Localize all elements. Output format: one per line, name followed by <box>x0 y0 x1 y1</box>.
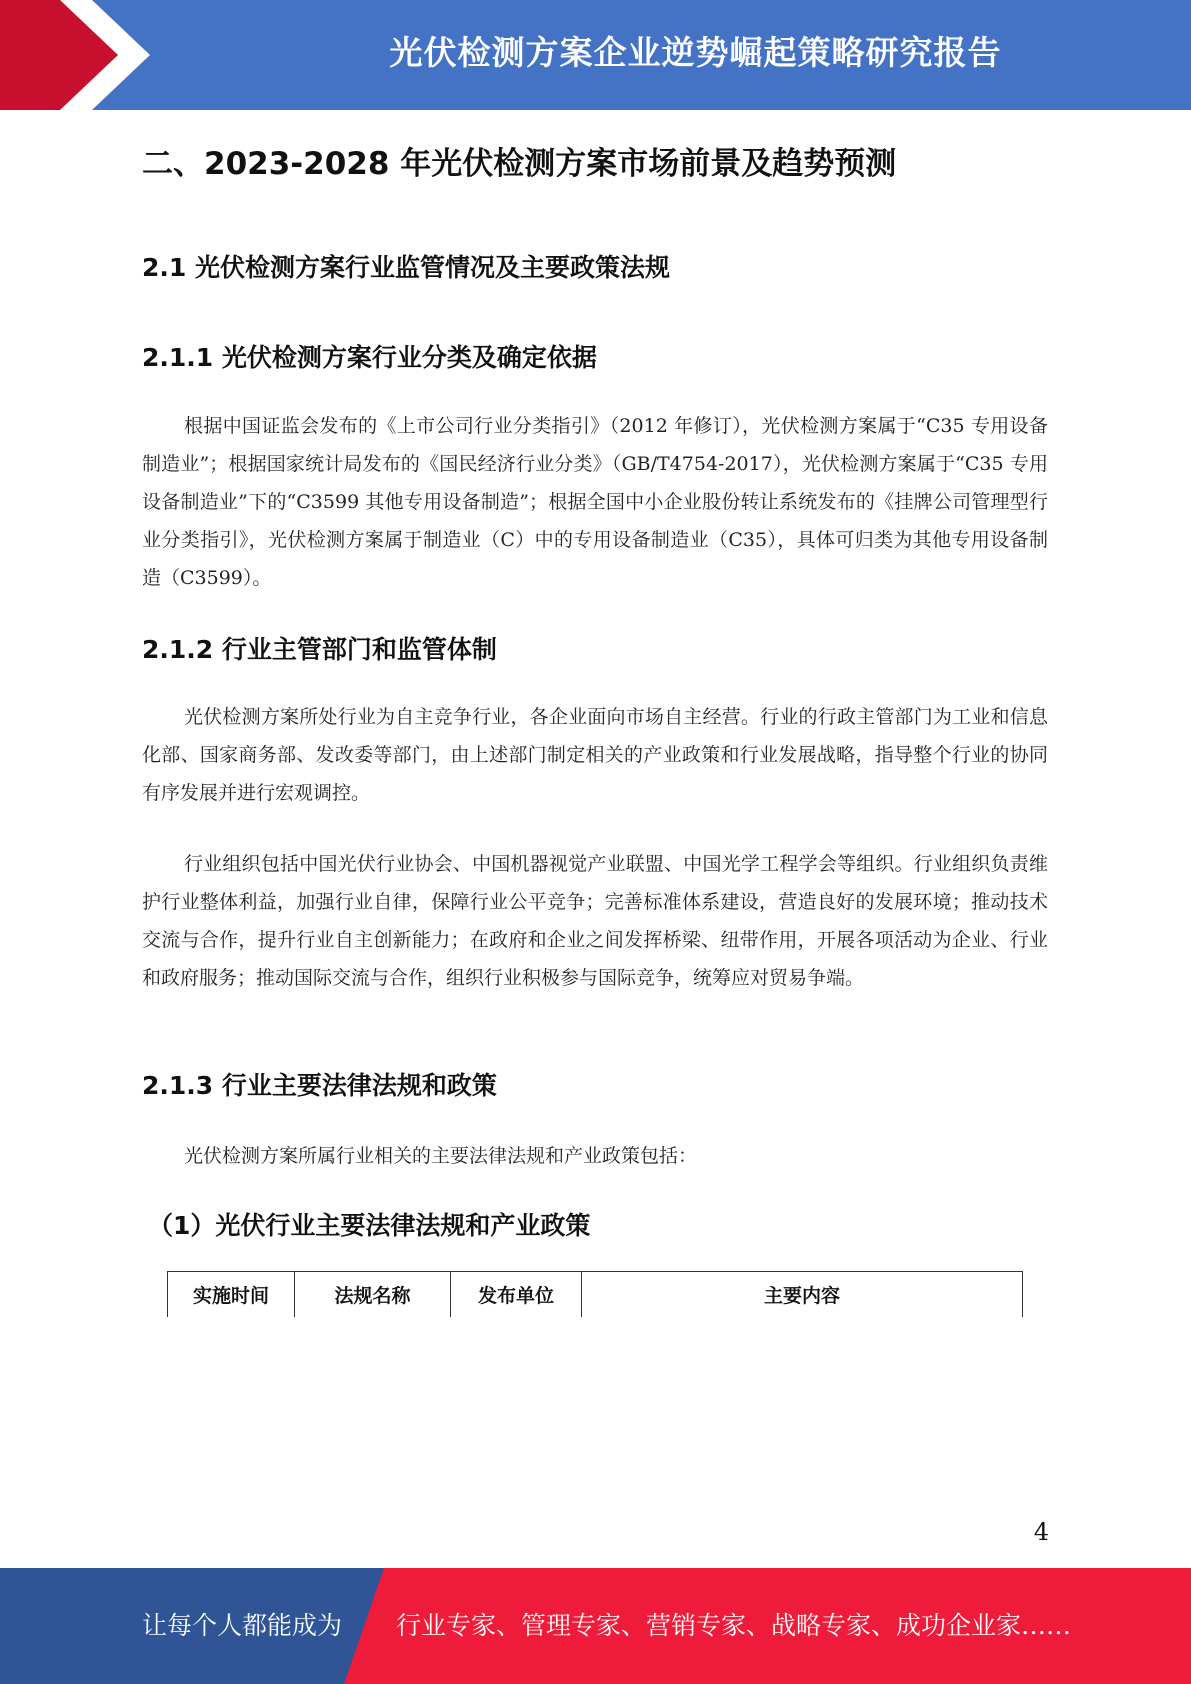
table-header-row <box>168 1272 1023 1318</box>
footer-slogan-right: 行业专家、管理专家、营销专家、战略专家、成功企业家…… <box>396 1611 1072 1640</box>
page-header <box>0 0 1191 110</box>
column-header-regulation-name: 法规名称 <box>295 1272 451 1318</box>
subsection-2-1-2-title: 2.1.2 行业主管部门和监管体制 <box>142 635 497 664</box>
paragraph-industry-classification: 根据中国证监会发布的《上市公司行业分类指引》（2012 年修订），光伏检测方案属于“C35 专用设备制造业”；根据国家统计局发布的《国民经济行业分类》（GB/T4754-2017），光伏检测方案属于“C35 专用设备制造业”下的“C3599 其他专用设备制造”；根据全国中小企业股份转让系统发布的《挂牌公司管理型行业分类指引》，光伏检测方案属于制造业（C）中的专用设备制造业（C35），具体可归类为其他专用设备制造（C3599）。 <box>142 415 1048 589</box>
paragraph-industry-organizations: 行业组织包括中国光伏行业协会、中国机器视觉产业联盟、中国光学工程学会等组织。行业组织负责维护行业整体利益，加强行业自律，保障行业公平竞争；完善标准体系建设，营造良好的发展环境；推动技术交流与合作，提升行业自主创新能力；在政府和企业之间发挥桥梁、纽带作用，开展各项活动为企业、行业和政府服务；推动国际交流与合作，组织行业积极参与国际竞争，统筹应对贸易争端。 <box>142 853 1048 989</box>
page-number: 4 <box>1033 1518 1049 1546</box>
subsection-2-1-title: 2.1 光伏检测方案行业监管情况及主要政策法规 <box>142 253 670 282</box>
section-title: 二、2023-2028 年光伏检测方案市场前景及趋势预测 <box>142 146 897 182</box>
laws-table-caption: （1）光伏行业主要法律法规和产业政策 <box>148 1211 591 1240</box>
column-header-publisher: 发布单位 <box>451 1272 582 1318</box>
subsection-2-1-1-title: 2.1.1 光伏检测方案行业分类及确定依据 <box>142 343 597 372</box>
paragraph-regulatory-authority: 光伏检测方案所处行业为自主竞争行业，各企业面向市场自主经营。行业的行政主管部门为工业和信息化部、国家商务部、发改委等部门，由上述部门制定相关的产业政策和行业发展战略，指导整个行业的协同有序发展并进行宏观调控。 <box>142 706 1048 804</box>
paragraph-laws-intro: 光伏检测方案所属行业相关的主要法律法规和产业政策包括： <box>184 1145 698 1167</box>
header-title: 光伏检测方案企业逆势崛起策略研究报告 <box>389 33 1002 72</box>
page-footer <box>0 1568 1191 1684</box>
header-arrow-decoration <box>0 0 220 110</box>
column-header-main-content: 主要内容 <box>582 1272 1023 1318</box>
footer-slogan-left: 让每个人都能成为 <box>142 1611 343 1640</box>
laws-table <box>167 1271 1023 1317</box>
subsection-2-1-3-title: 2.1.3 行业主要法律法规和政策 <box>142 1071 497 1100</box>
column-header-date: 实施时间 <box>168 1272 295 1318</box>
